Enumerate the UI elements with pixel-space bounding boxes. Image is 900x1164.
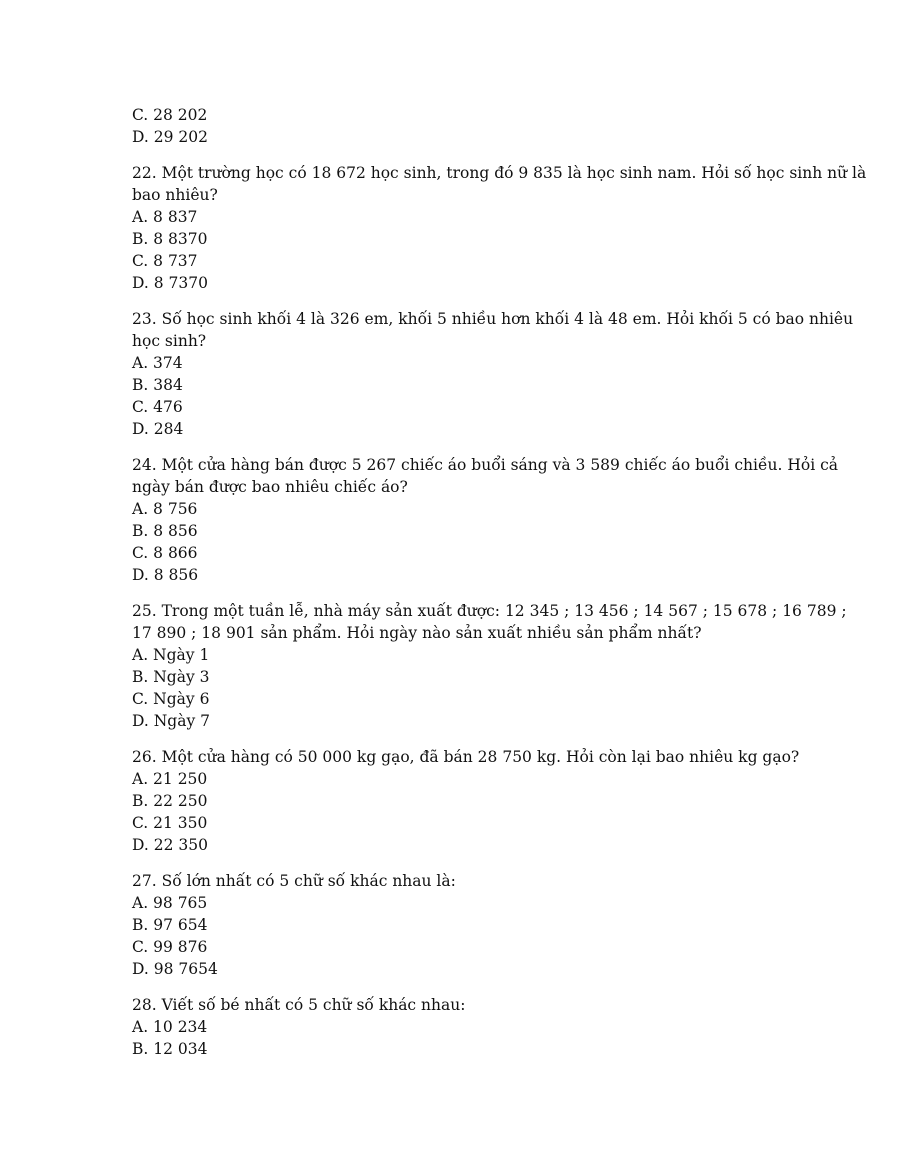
- option-c: C. 8 866: [132, 544, 198, 562]
- option-c: C. 476: [132, 398, 183, 416]
- question-21-tail: [132, 104, 782, 148]
- option-d: D. 22 350: [132, 836, 208, 854]
- option-d: D. Ngày 7: [132, 712, 210, 730]
- option-b: B. 12 034: [132, 1040, 208, 1058]
- option-b: B. 22 250: [132, 792, 208, 810]
- question-text: 25. Trong một tuần lễ, nhà máy sản xuất được: 12 345 ; 13 456 ; 14 567 ; 15 678 ; 16 789 ;: [132, 602, 847, 620]
- question-text: 22. Một trường học có 18 672 học sinh, trong đó 9 835 là học sinh nam. Hỏi số học sinh nữ là: [132, 164, 867, 182]
- option-b: B. 8 856: [132, 522, 198, 540]
- question-text: 27. Số lớn nhất có 5 chữ số khác nhau là:: [132, 872, 456, 890]
- option-d: D. 29 202: [132, 128, 208, 146]
- question-24: [132, 454, 839, 586]
- question-text: 26. Một cửa hàng có 50 000 kg gạo, đã bán 28 750 kg. Hỏi còn lại bao nhiêu kg gạo?: [132, 748, 800, 766]
- question-23: [132, 308, 854, 440]
- question-26: [132, 746, 800, 856]
- option-b: B. 97 654: [132, 916, 208, 934]
- option-d: D. 8 856: [132, 566, 199, 584]
- question-27: [132, 870, 782, 980]
- option-c: C. 28 202: [132, 106, 208, 124]
- question-text: ngày bán được bao nhiêu chiếc áo?: [132, 478, 408, 496]
- option-b: B. 8 8370: [132, 230, 208, 248]
- question-text: 17 890 ; 18 901 sản phẩm. Hỏi ngày nào sản xuất nhiều sản phẩm nhất?: [132, 624, 702, 642]
- option-c: C. 21 350: [132, 814, 208, 832]
- option-d: D. 8 7370: [132, 274, 208, 292]
- option-a: A. 10 234: [132, 1018, 208, 1036]
- question-text: 24. Một cửa hàng bán được 5 267 chiếc áo buổi sáng và 3 589 chiếc áo buổi chiều. Hỏi cả: [132, 456, 839, 474]
- option-a: A. 8 756: [132, 500, 198, 518]
- option-a: A. 98 765: [132, 894, 208, 912]
- document-page: [132, 104, 867, 1074]
- question-text: 23. Số học sinh khối 4 là 326 em, khối 5 nhiều hơn khối 4 là 48 em. Hỏi khối 5 có bao nhiêu: [132, 310, 854, 328]
- option-a: A. Ngày 1: [132, 646, 210, 664]
- option-b: B. 384: [132, 376, 183, 394]
- question-25: [132, 600, 847, 732]
- question-text: học sinh?: [132, 332, 207, 350]
- question-text: bao nhiêu?: [132, 186, 218, 204]
- option-c: C. 8 737: [132, 252, 198, 270]
- option-a: A. 8 837: [132, 208, 198, 226]
- option-a: A. 21 250: [132, 770, 208, 788]
- option-c: C. Ngày 6: [132, 690, 210, 708]
- option-d: D. 284: [132, 420, 184, 438]
- question-28: [132, 994, 782, 1060]
- option-a: A. 374: [132, 354, 183, 372]
- question-text: 28. Viết số bé nhất có 5 chữ số khác nhau:: [132, 996, 466, 1014]
- option-b: B. Ngày 3: [132, 668, 210, 686]
- question-22: [132, 162, 867, 294]
- option-c: C. 99 876: [132, 938, 208, 956]
- option-d: D. 98 7654: [132, 960, 218, 978]
